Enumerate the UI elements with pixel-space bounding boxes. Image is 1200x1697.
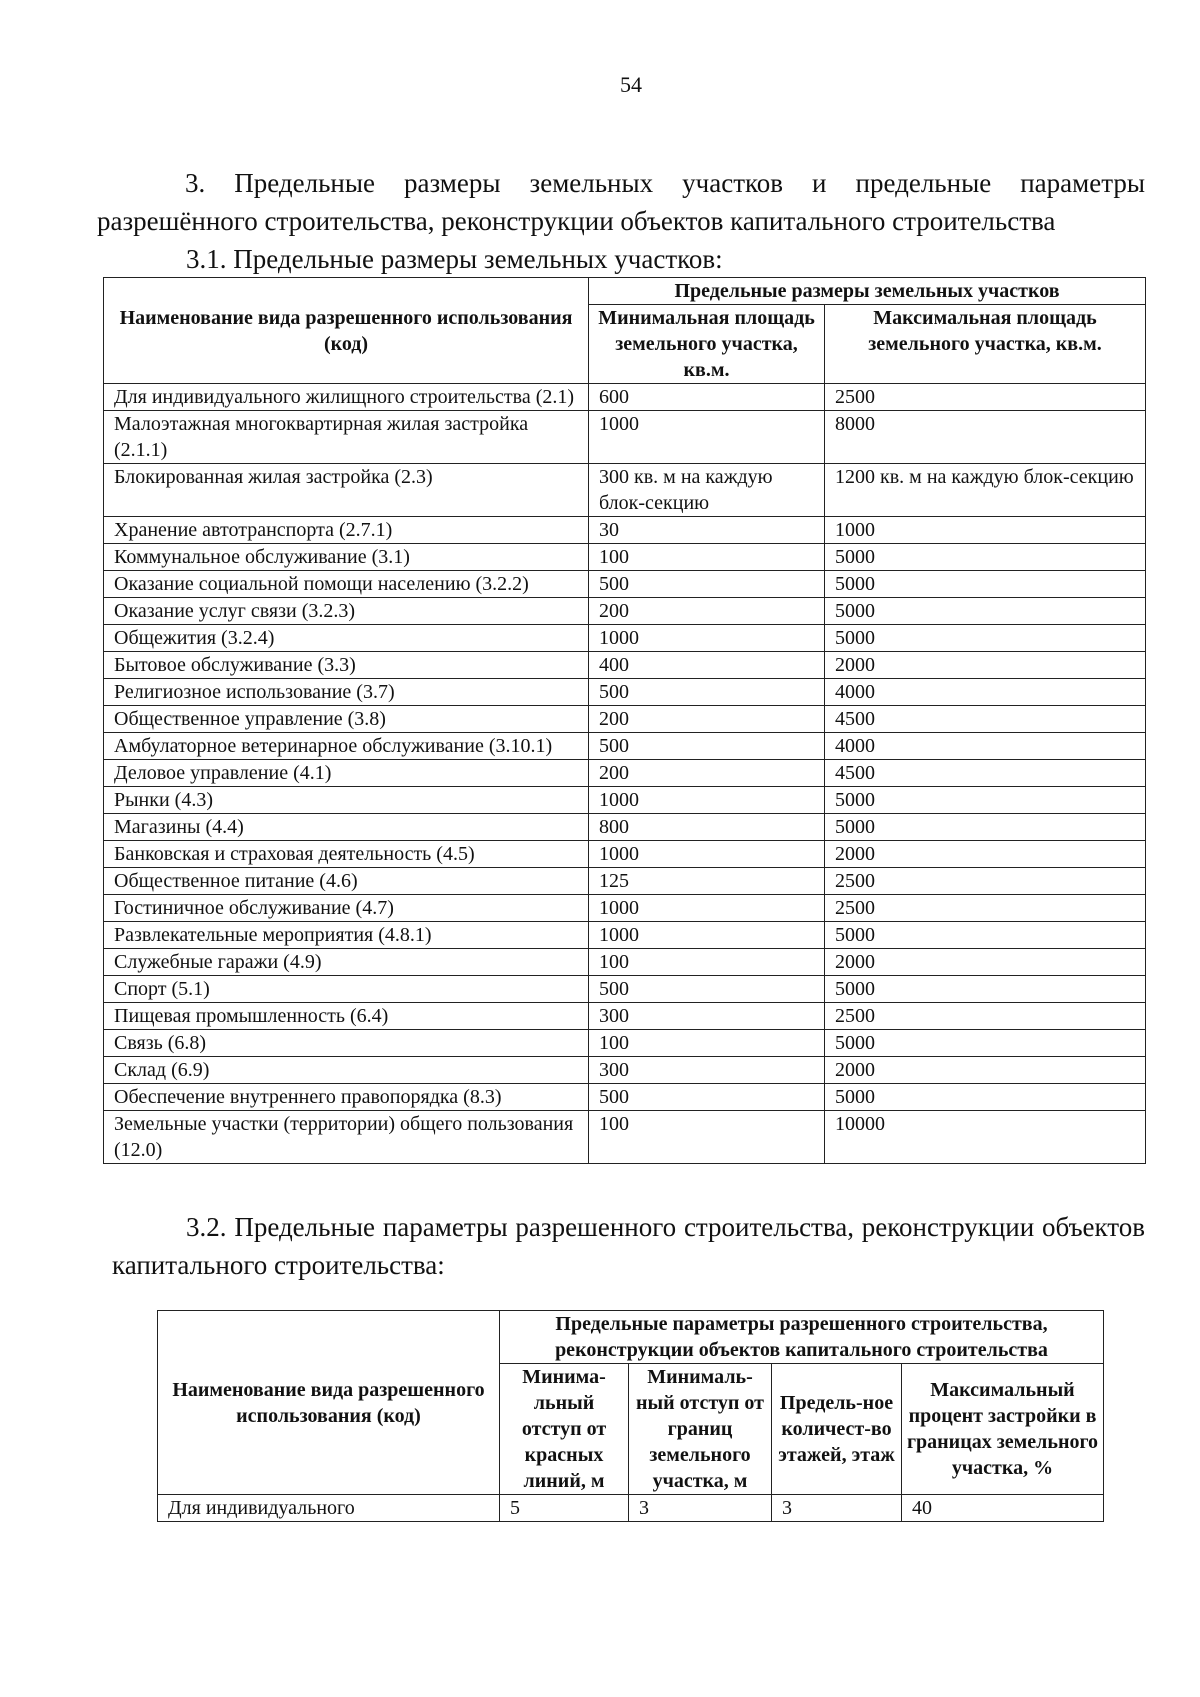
max-area-cell: 10000: [825, 1111, 1146, 1164]
red-line-setback-cell: 5: [500, 1495, 629, 1522]
use-name-cell: Религиозное использование (3.7): [104, 679, 589, 706]
min-area-cell: 1000: [589, 625, 825, 652]
min-area-cell: 1000: [589, 411, 825, 464]
min-area-cell: 400: [589, 652, 825, 679]
max-area-cell: 2500: [825, 895, 1146, 922]
table-row: [104, 571, 1146, 598]
max-area-cell: 5000: [825, 922, 1146, 949]
table2-header-name: Наименование вида разрешенного использования (код): [158, 1311, 500, 1495]
use-name-cell: Банковская и страховая деятельность (4.5): [104, 841, 589, 868]
min-area-cell: 500: [589, 976, 825, 1003]
use-name-cell: Общественное управление (3.8): [104, 706, 589, 733]
max-area-cell: 8000: [825, 411, 1146, 464]
min-area-cell: 800: [589, 814, 825, 841]
max-area-cell: 4500: [825, 706, 1146, 733]
land-plot-size-table: [103, 277, 1146, 1164]
table2-header-boundary-setback: Минималь-ный отступ от границ земельного участка, м: [629, 1364, 772, 1495]
table-row: [104, 464, 1146, 517]
max-area-cell: 2500: [825, 1003, 1146, 1030]
max-area-cell: 5000: [825, 814, 1146, 841]
use-name-cell: Оказание социальной помощи населению (3.2.2): [104, 571, 589, 598]
page-number: 54: [620, 72, 642, 97]
min-area-cell: 600: [589, 384, 825, 411]
min-area-cell: 300: [589, 1057, 825, 1084]
section-3-2-title: 3.2. Предельные параметры разрешенного строительства, реконструкции объектов капитального строительства:: [112, 1212, 1145, 1280]
use-name-cell: Гостиничное обслуживание (4.7): [104, 895, 589, 922]
min-area-cell: 200: [589, 760, 825, 787]
max-area-cell: 2000: [825, 949, 1146, 976]
max-area-cell: 2500: [825, 384, 1146, 411]
min-area-cell: 100: [589, 1111, 825, 1164]
max-area-cell: 5000: [825, 625, 1146, 652]
table-row: [104, 1003, 1146, 1030]
min-area-cell: 300 кв. м на каждую блок-секцию: [589, 464, 825, 517]
table1-header-min: Минимальная площадь земельного участка, кв.м.: [589, 305, 825, 384]
min-area-cell: 1000: [589, 895, 825, 922]
use-name-cell: Магазины (4.4): [104, 814, 589, 841]
min-area-cell: 300: [589, 1003, 825, 1030]
use-name-cell: Служебные гаражи (4.9): [104, 949, 589, 976]
table1-header-name: Наименование вида разрешенного использования (код): [104, 278, 589, 384]
min-area-cell: 1000: [589, 787, 825, 814]
max-area-cell: 1000: [825, 517, 1146, 544]
max-area-cell: 5000: [825, 598, 1146, 625]
min-area-cell: 1000: [589, 922, 825, 949]
floors-cell: 3: [772, 1495, 902, 1522]
table-row: [104, 868, 1146, 895]
use-name-cell: Хранение автотранспорта (2.7.1): [104, 517, 589, 544]
coverage-cell: 40: [902, 1495, 1104, 1522]
use-name-cell: Связь (6.8): [104, 1030, 589, 1057]
max-area-cell: 4500: [825, 760, 1146, 787]
min-area-cell: 200: [589, 706, 825, 733]
use-name-cell: Бытовое обслуживание (3.3): [104, 652, 589, 679]
table-row: [104, 598, 1146, 625]
table-row: [104, 949, 1146, 976]
max-area-cell: 4000: [825, 733, 1146, 760]
table-row: [104, 922, 1146, 949]
table-row: [104, 384, 1146, 411]
use-name-cell: Пищевая промышленность (6.4): [104, 1003, 589, 1030]
table-row: [104, 733, 1146, 760]
max-area-cell: 5000: [825, 976, 1146, 1003]
min-area-cell: 500: [589, 733, 825, 760]
table-row: [104, 544, 1146, 571]
min-area-cell: 100: [589, 1030, 825, 1057]
table1-header-group: Предельные размеры земельных участков: [589, 278, 1146, 305]
max-area-cell: 5000: [825, 1030, 1146, 1057]
section-3-title: 3. Предельные размеры земельных участков и предельные параметры разрешённого строительства, реконструкции объектов капитального строительства: [97, 168, 1145, 236]
min-area-cell: 100: [589, 949, 825, 976]
construction-parameters-table: [157, 1310, 1104, 1522]
table1-header-max: Максимальная площадь земельного участка, кв.м.: [825, 305, 1146, 384]
min-area-cell: 125: [589, 868, 825, 895]
use-name-cell: Оказание услуг связи (3.2.3): [104, 598, 589, 625]
table-row: [104, 679, 1146, 706]
table2-header-red-line-setback: Минима-льный отступ от красных линий, м: [500, 1364, 629, 1495]
table-row: [104, 517, 1146, 544]
table-row: [104, 625, 1146, 652]
use-name-cell: Общежития (3.2.4): [104, 625, 589, 652]
max-area-cell: 2000: [825, 841, 1146, 868]
max-area-cell: 2000: [825, 1057, 1146, 1084]
min-area-cell: 500: [589, 679, 825, 706]
table-row: [104, 1030, 1146, 1057]
use-name-cell: Спорт (5.1): [104, 976, 589, 1003]
max-area-cell: 5000: [825, 787, 1146, 814]
table-row: [158, 1495, 1104, 1522]
use-name-cell: Общественное питание (4.6): [104, 868, 589, 895]
table-row: [104, 814, 1146, 841]
table-row: [104, 760, 1146, 787]
min-area-cell: 100: [589, 544, 825, 571]
use-name-cell: Блокированная жилая застройка (2.3): [104, 464, 589, 517]
max-area-cell: 5000: [825, 1084, 1146, 1111]
table2-header-group: Предельные параметры разрешенного строительства, реконструкции объектов капитального строительства: [500, 1311, 1104, 1364]
use-name-cell: Коммунальное обслуживание (3.1): [104, 544, 589, 571]
use-name-cell: Амбулаторное ветеринарное обслуживание (3.10.1): [104, 733, 589, 760]
use-name-cell: Земельные участки (территории) общего пользования (12.0): [104, 1111, 589, 1164]
max-area-cell: 4000: [825, 679, 1146, 706]
table-row: [104, 411, 1146, 464]
table-row: [104, 976, 1146, 1003]
min-area-cell: 500: [589, 571, 825, 598]
max-area-cell: 5000: [825, 571, 1146, 598]
min-area-cell: 500: [589, 1084, 825, 1111]
table-row: [104, 1084, 1146, 1111]
table-row: [104, 787, 1146, 814]
min-area-cell: 1000: [589, 841, 825, 868]
table-row: [104, 1111, 1146, 1164]
max-area-cell: 5000: [825, 544, 1146, 571]
table-row: [104, 652, 1146, 679]
table-row: [104, 841, 1146, 868]
min-area-cell: 30: [589, 517, 825, 544]
boundary-setback-cell: 3: [629, 1495, 772, 1522]
table-row: [104, 706, 1146, 733]
section-3-1-title: 3.1. Предельные размеры земельных участков:: [186, 244, 723, 274]
table-row: [104, 1057, 1146, 1084]
use-name-cell: Для индивидуального жилищного строительства (2.1): [104, 384, 589, 411]
use-name-cell: Малоэтажная многоквартирная жилая застройка (2.1.1): [104, 411, 589, 464]
use-name-cell: Склад (6.9): [104, 1057, 589, 1084]
min-area-cell: 200: [589, 598, 825, 625]
use-name-cell: Деловое управление (4.1): [104, 760, 589, 787]
use-name-cell: Рынки (4.3): [104, 787, 589, 814]
max-area-cell: 2500: [825, 868, 1146, 895]
max-area-cell: 1200 кв. м на каждую блок-секцию: [825, 464, 1146, 517]
use-name-cell: Развлекательные мероприятия (4.8.1): [104, 922, 589, 949]
table2-header-coverage: Максимальный процент застройки в границах земельного участка, %: [902, 1364, 1104, 1495]
use-name-cell: Для индивидуального: [158, 1495, 500, 1522]
use-name-cell: Обеспечение внутреннего правопорядка (8.3): [104, 1084, 589, 1111]
max-area-cell: 2000: [825, 652, 1146, 679]
table2-header-floors: Предель-ное количест-во этажей, этаж: [772, 1364, 902, 1495]
table-row: [104, 895, 1146, 922]
